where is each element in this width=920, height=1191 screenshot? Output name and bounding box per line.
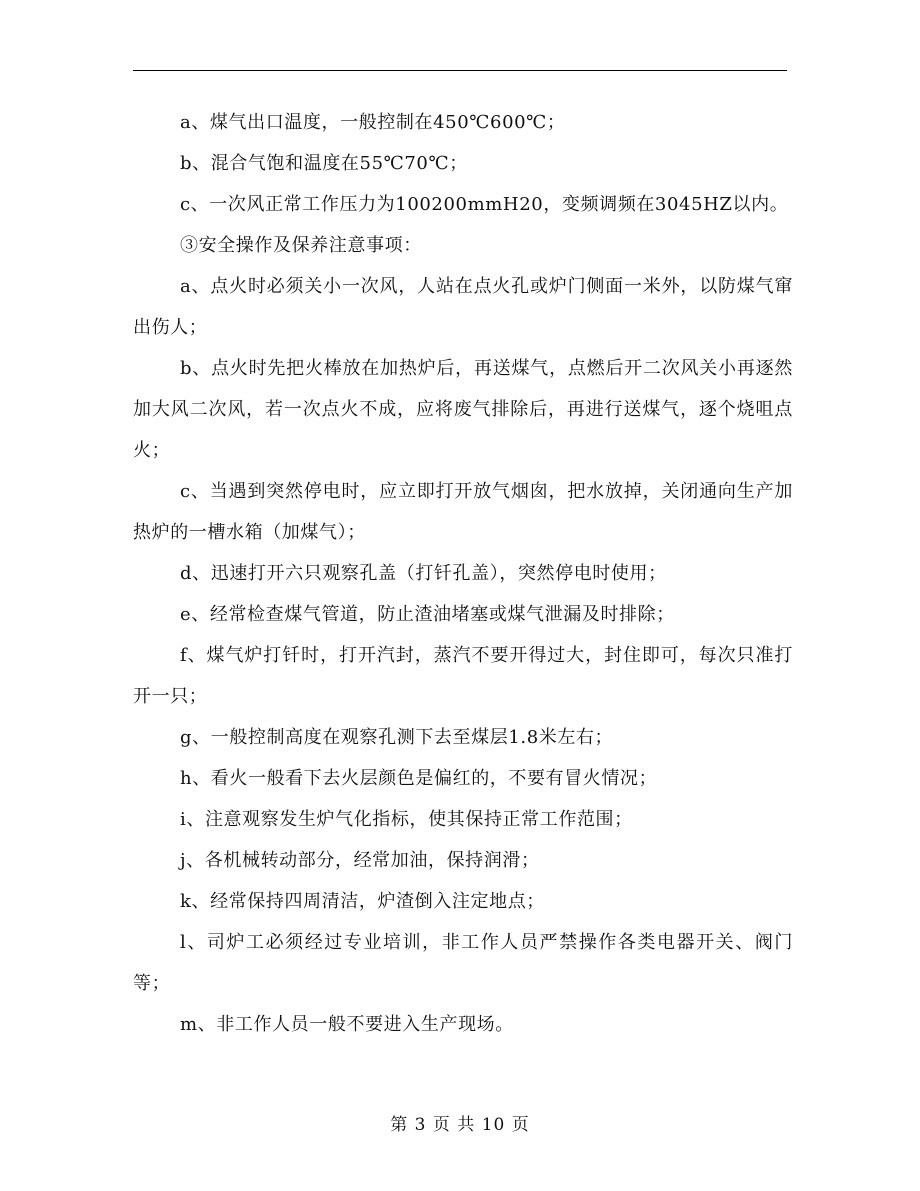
paragraph-b-saturation-temperature: b、混合气饱和温度在55℃70℃； — [180, 153, 468, 174]
list-item: g、一般控制高度在观察孔测下去至煤层1.8米左右； — [180, 727, 614, 748]
list-item: h、看火一般看下去火层颜色是偏红的，不要有冒火情况； — [180, 768, 658, 789]
list-item: c、当遇到突然停电时，应立即打开放气烟囱，把水放掉，关闭通向生产加热炉的一槽水箱（加煤气）； — [133, 481, 793, 543]
list-item: j、各机械转动部分，经常加油，保持润滑； — [180, 850, 540, 871]
list-item: l、司炉工必须经过专业培训，非工作人员严禁操作各类电器开关、阀门等； — [133, 932, 793, 994]
list-item: e、经常检查煤气管道，防止渣油堵塞或煤气泄漏及时排除； — [180, 604, 675, 625]
section-heading-safety: ③安全操作及保养注意事项： — [180, 235, 422, 256]
list-item: k、经常保持四周清洁，炉渣倒入注定地点； — [180, 891, 545, 912]
list-item: b、点火时先把火棒放在加热炉后，再送煤气，点燃后开二次风关小再逐然加大风二次风，若一次点火不成，应将废气排除后，再进行送煤气，逐个烧咀点火； — [133, 358, 793, 461]
list-item: d、迅速打开六只观察孔盖（打钎孔盖），突然停电时使用； — [180, 563, 667, 584]
page-number-footer: 第 3 页 共 10 页 — [390, 1115, 530, 1135]
paragraph-a-outlet-temperature: a、煤气出口温度，一般控制在450℃600℃； — [180, 112, 566, 133]
list-item: a、点火时必须关小一次风，人站在点火孔或炉门侧面一米外，以防煤气窜出伤人； — [133, 276, 793, 338]
document-body — [133, 102, 793, 1045]
header-rule — [133, 70, 787, 71]
list-item: m、非工作人员一般不要进入生产现场。 — [180, 1014, 514, 1035]
paragraph-c-primary-air-pressure: c、一次风正常工作压力为100200mmH20，变频调频在3045HZ以内。 — [180, 194, 789, 215]
list-item: i、注意观察发生炉气化指标，使其保持正常工作范围； — [180, 809, 633, 830]
list-item: f、煤气炉打钎时，打开汽封，蒸汽不要开得过大，封住即可，每次只准打开一只； — [133, 645, 793, 707]
